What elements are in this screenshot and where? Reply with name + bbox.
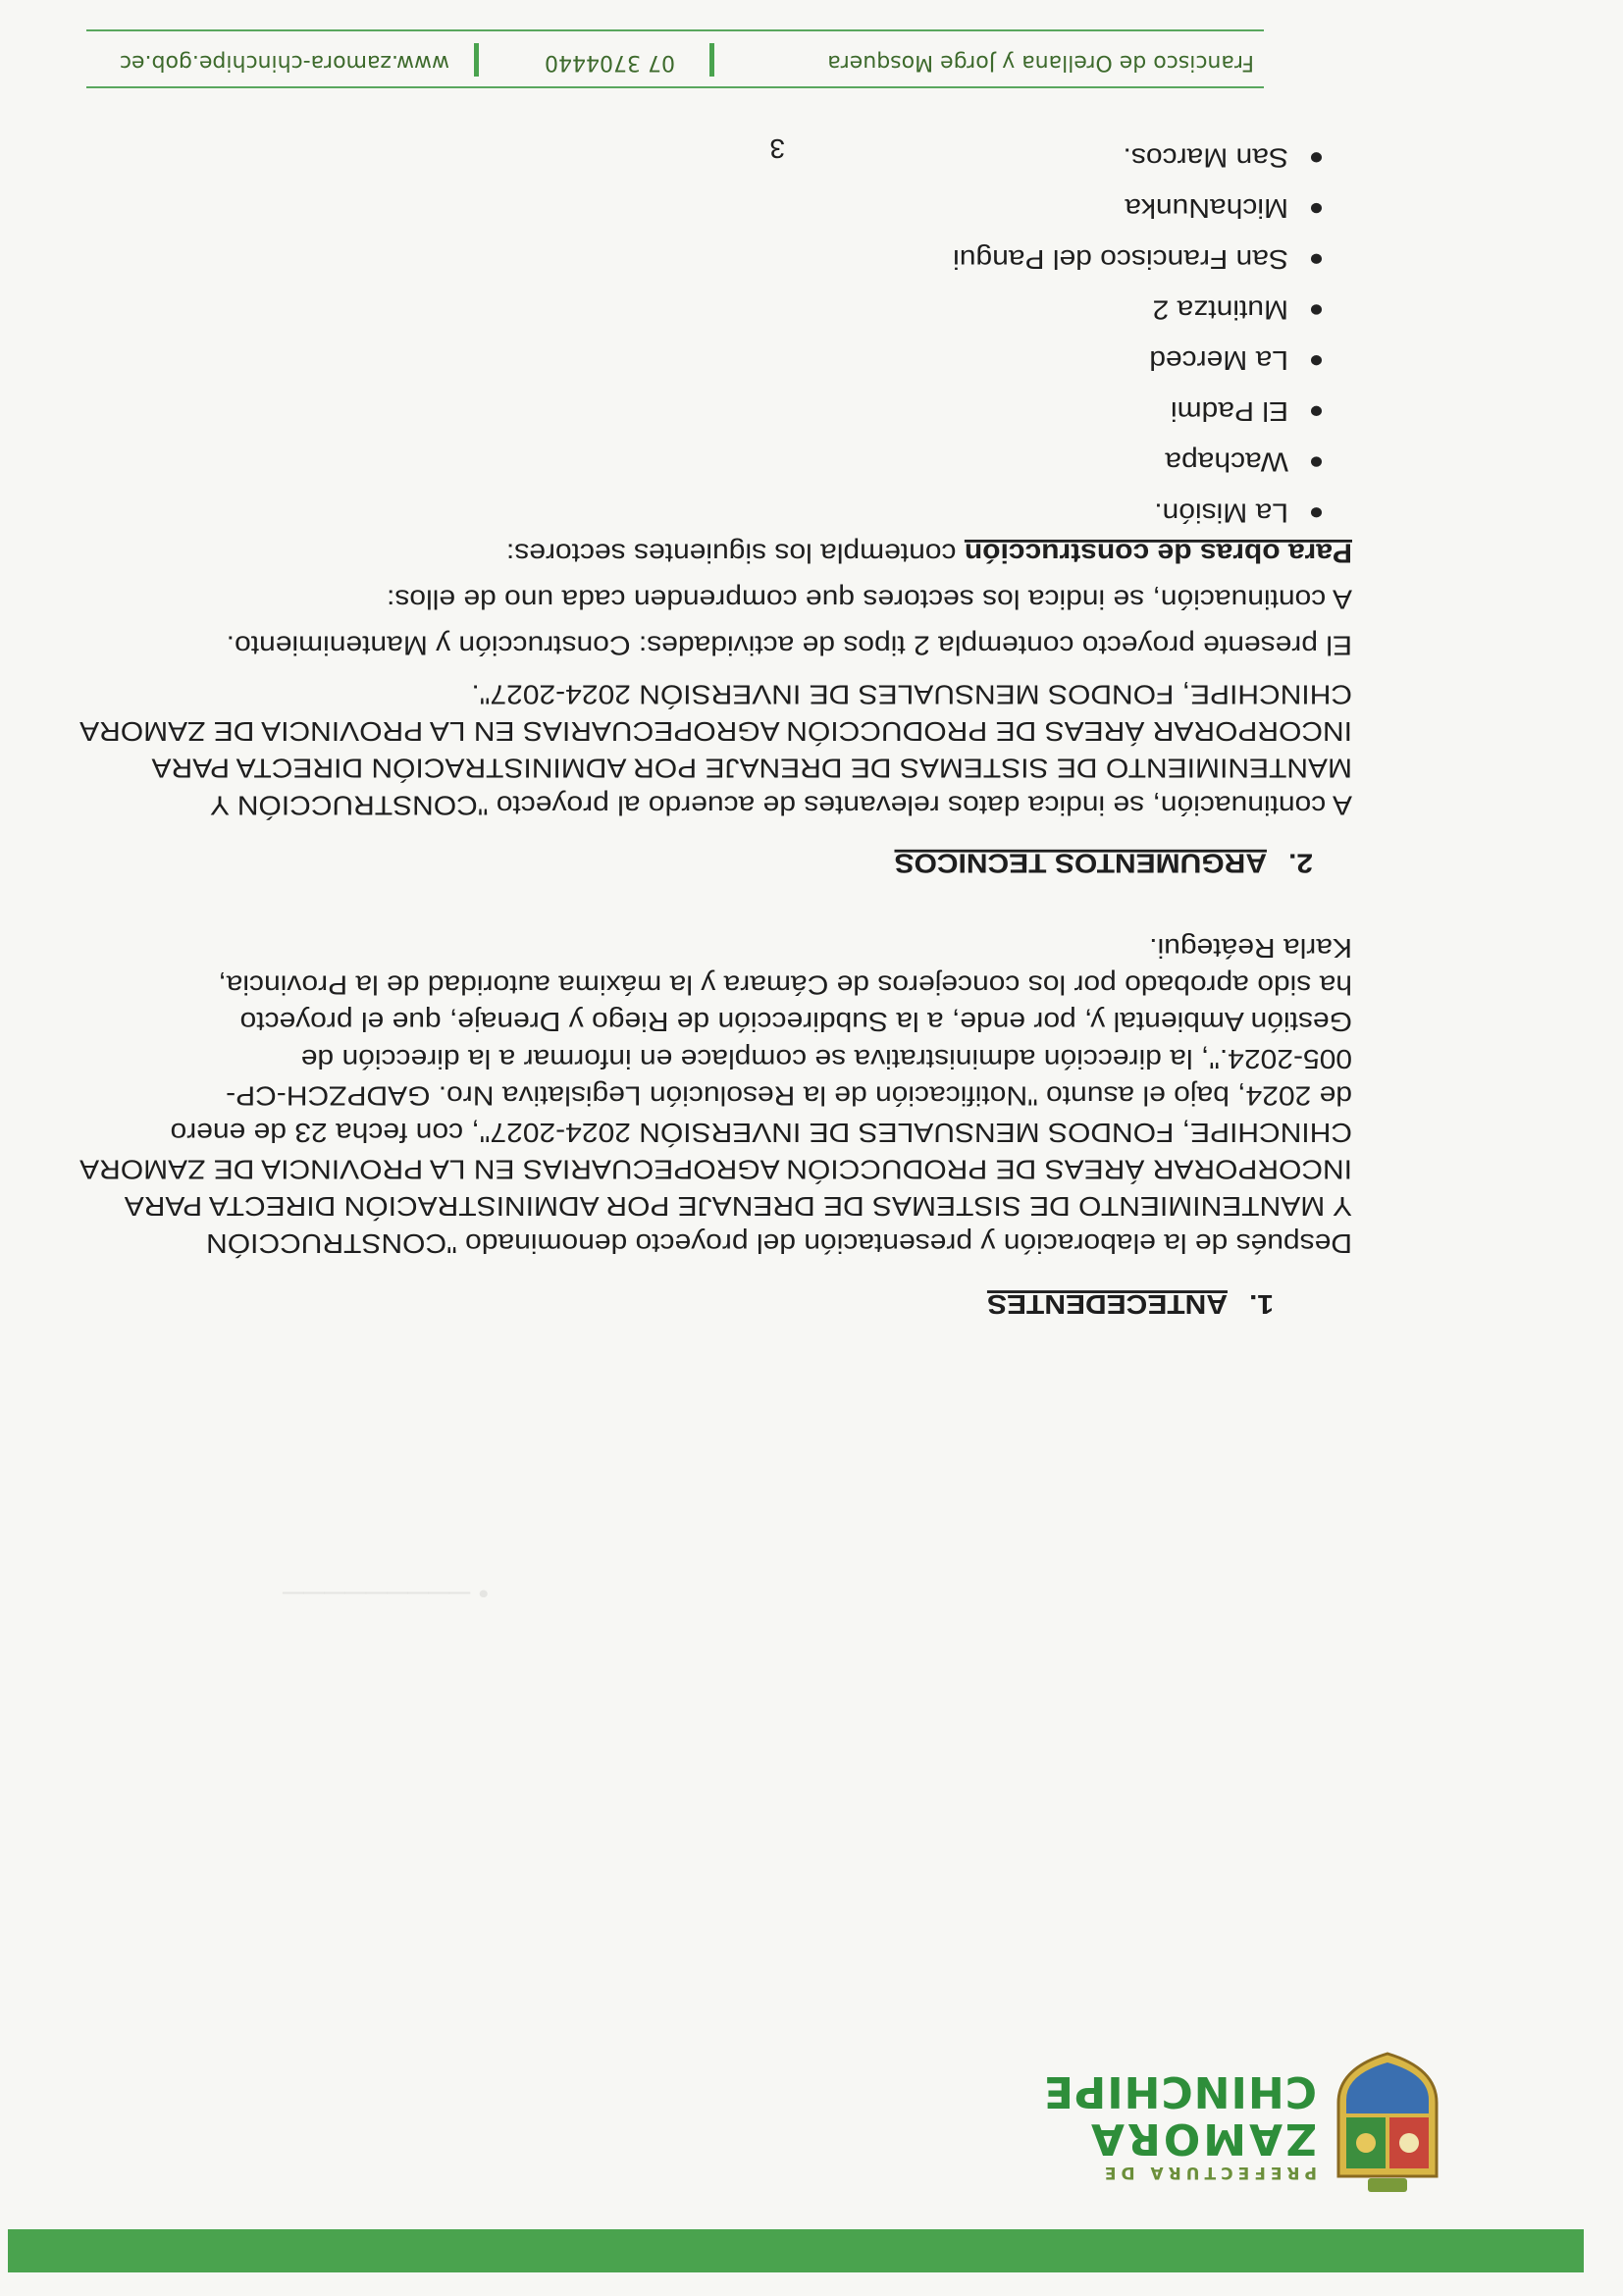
list-item	[1149, 341, 1288, 380]
prefectura-logo	[1005, 2049, 1446, 2196]
section2-line: A continuación, se indica datos relevantes de acuerdo al proyecto "CONSTRUCCIÓN Y	[209, 789, 1352, 820]
section2-number: 2.	[1287, 847, 1313, 878]
sector-name: San Marcos.	[1123, 141, 1288, 173]
bullet-icon	[1311, 203, 1322, 213]
page-number: 3	[769, 133, 785, 164]
section2-line: MANTENIMIENTO DE SISTEMAS DE DRENAJE POR ADMINISTRACIÓN DIRECTA PARA	[151, 753, 1352, 784]
sector-name: La Misión.	[1154, 496, 1288, 528]
bullet-icon	[1311, 304, 1322, 314]
list-item	[1154, 494, 1288, 532]
bullet-icon	[1311, 355, 1322, 365]
footer-rule-bottom	[86, 29, 1264, 31]
bleed-through-text: • ─────────	[282, 1578, 489, 1609]
list-item	[1124, 138, 1288, 177]
section1-line: Karla Reátegui.	[1149, 932, 1352, 964]
section1-line: Gestión Ambiental y, por ende, a la Subdirección de Riego y Drenaje, que el proyecto	[239, 1006, 1352, 1037]
activities-text: El presente proyecto contempla 2 tipos de actividades: Construcción y Mantenimiento.	[226, 630, 1352, 661]
footer-address: Francisco de Orellana y Jorge Mosquera	[827, 50, 1254, 75]
coat-of-arms-icon	[1329, 2049, 1446, 2196]
section1-line: INCORPORAR ÁREAS DE PRODUCCIÓN AGROPECUARIAS EN LA PROVINCIA DE ZAMORA	[79, 1154, 1352, 1185]
section1-number: 1.	[1248, 1288, 1274, 1320]
section1-line: ha sido aprobado por los concejeros de Cámara y la máxima autoridad de la Provincia,	[218, 969, 1352, 1001]
sectors-intro-text: A continuación, se indica los sectores que comprenden cada uno de ellos:	[387, 584, 1352, 615]
sector-name: La Merced	[1149, 344, 1288, 376]
footer-separator	[474, 43, 479, 77]
list-item	[1153, 290, 1288, 329]
header-green-bar	[8, 2229, 1584, 2272]
section1-line: 005-2024.", la dirección administrativa se complace en informar a la dirección de	[300, 1043, 1352, 1074]
footer-phone: 07 3704440	[545, 50, 675, 75]
section2-title: ARGUMENTOS TECNICOS	[894, 847, 1267, 878]
logo-line3: CHINCHIPE	[1042, 2066, 1317, 2116]
logo-line2: ZAMORA	[1087, 2113, 1317, 2164]
sector-name: Mutintza 2	[1152, 293, 1288, 325]
list-item	[1165, 443, 1288, 481]
section2-line: CHINCHIPE, FONDOS MENSUALES DE INVERSIÓN 2024-2027".	[471, 678, 1352, 709]
obras-construccion-rest: contempla los siguientes sectores:	[505, 538, 965, 569]
bullet-icon	[1311, 254, 1322, 264]
footer-rule-top	[86, 86, 1264, 88]
list-item	[1171, 392, 1288, 431]
section2-heading	[895, 844, 1314, 882]
footer-separator	[709, 43, 714, 77]
section2-line: INCORPORAR ÁREAS DE PRODUCCIÓN AGROPECUARIAS EN LA PROVINCIA DE ZAMORA	[79, 715, 1352, 747]
sector-name: El Padmi	[1170, 395, 1288, 427]
bullet-icon	[1311, 152, 1322, 162]
footer	[86, 29, 1264, 88]
section1-heading	[987, 1285, 1274, 1324]
footer-website: www.zamora-chinchipe.gob.ec	[119, 50, 449, 75]
bullet-icon	[1311, 507, 1322, 517]
list-item	[953, 239, 1288, 278]
section1-line: CHINCHIPE, FONDOS MENSUALES DE INVERSIÓN 2024-2027", con fecha 23 de enero	[170, 1117, 1352, 1148]
logo-line1: PREFECTURA DE	[1099, 2163, 1317, 2182]
obras-construccion-line	[506, 534, 1352, 572]
bullet-icon	[1311, 406, 1322, 416]
section1-line: Y MANTENIMIENTO DE SISTEMAS DE DRENAJE POR ADMINISTRACIÓN DIRECTA PARA	[124, 1190, 1352, 1222]
sector-name: Wachapa	[1165, 446, 1288, 478]
section1-line: de 2024, bajo el asunto "Notificación de la Resolución Legislativa Nro. GADPZCH-CP-	[226, 1079, 1352, 1111]
bullet-icon	[1311, 456, 1322, 466]
section1-title: ANTECEDENTES	[986, 1288, 1228, 1320]
list-item	[1125, 189, 1288, 228]
section1-line: Después de la elaboración y presentación del proyecto denominado "CONSTRUCCIÓN	[206, 1227, 1352, 1259]
obras-construccion-label: Para obras de construcción	[964, 538, 1352, 569]
sector-name: MichaNunka	[1125, 192, 1288, 224]
sector-name: San Francisco del Pangui	[953, 243, 1288, 275]
